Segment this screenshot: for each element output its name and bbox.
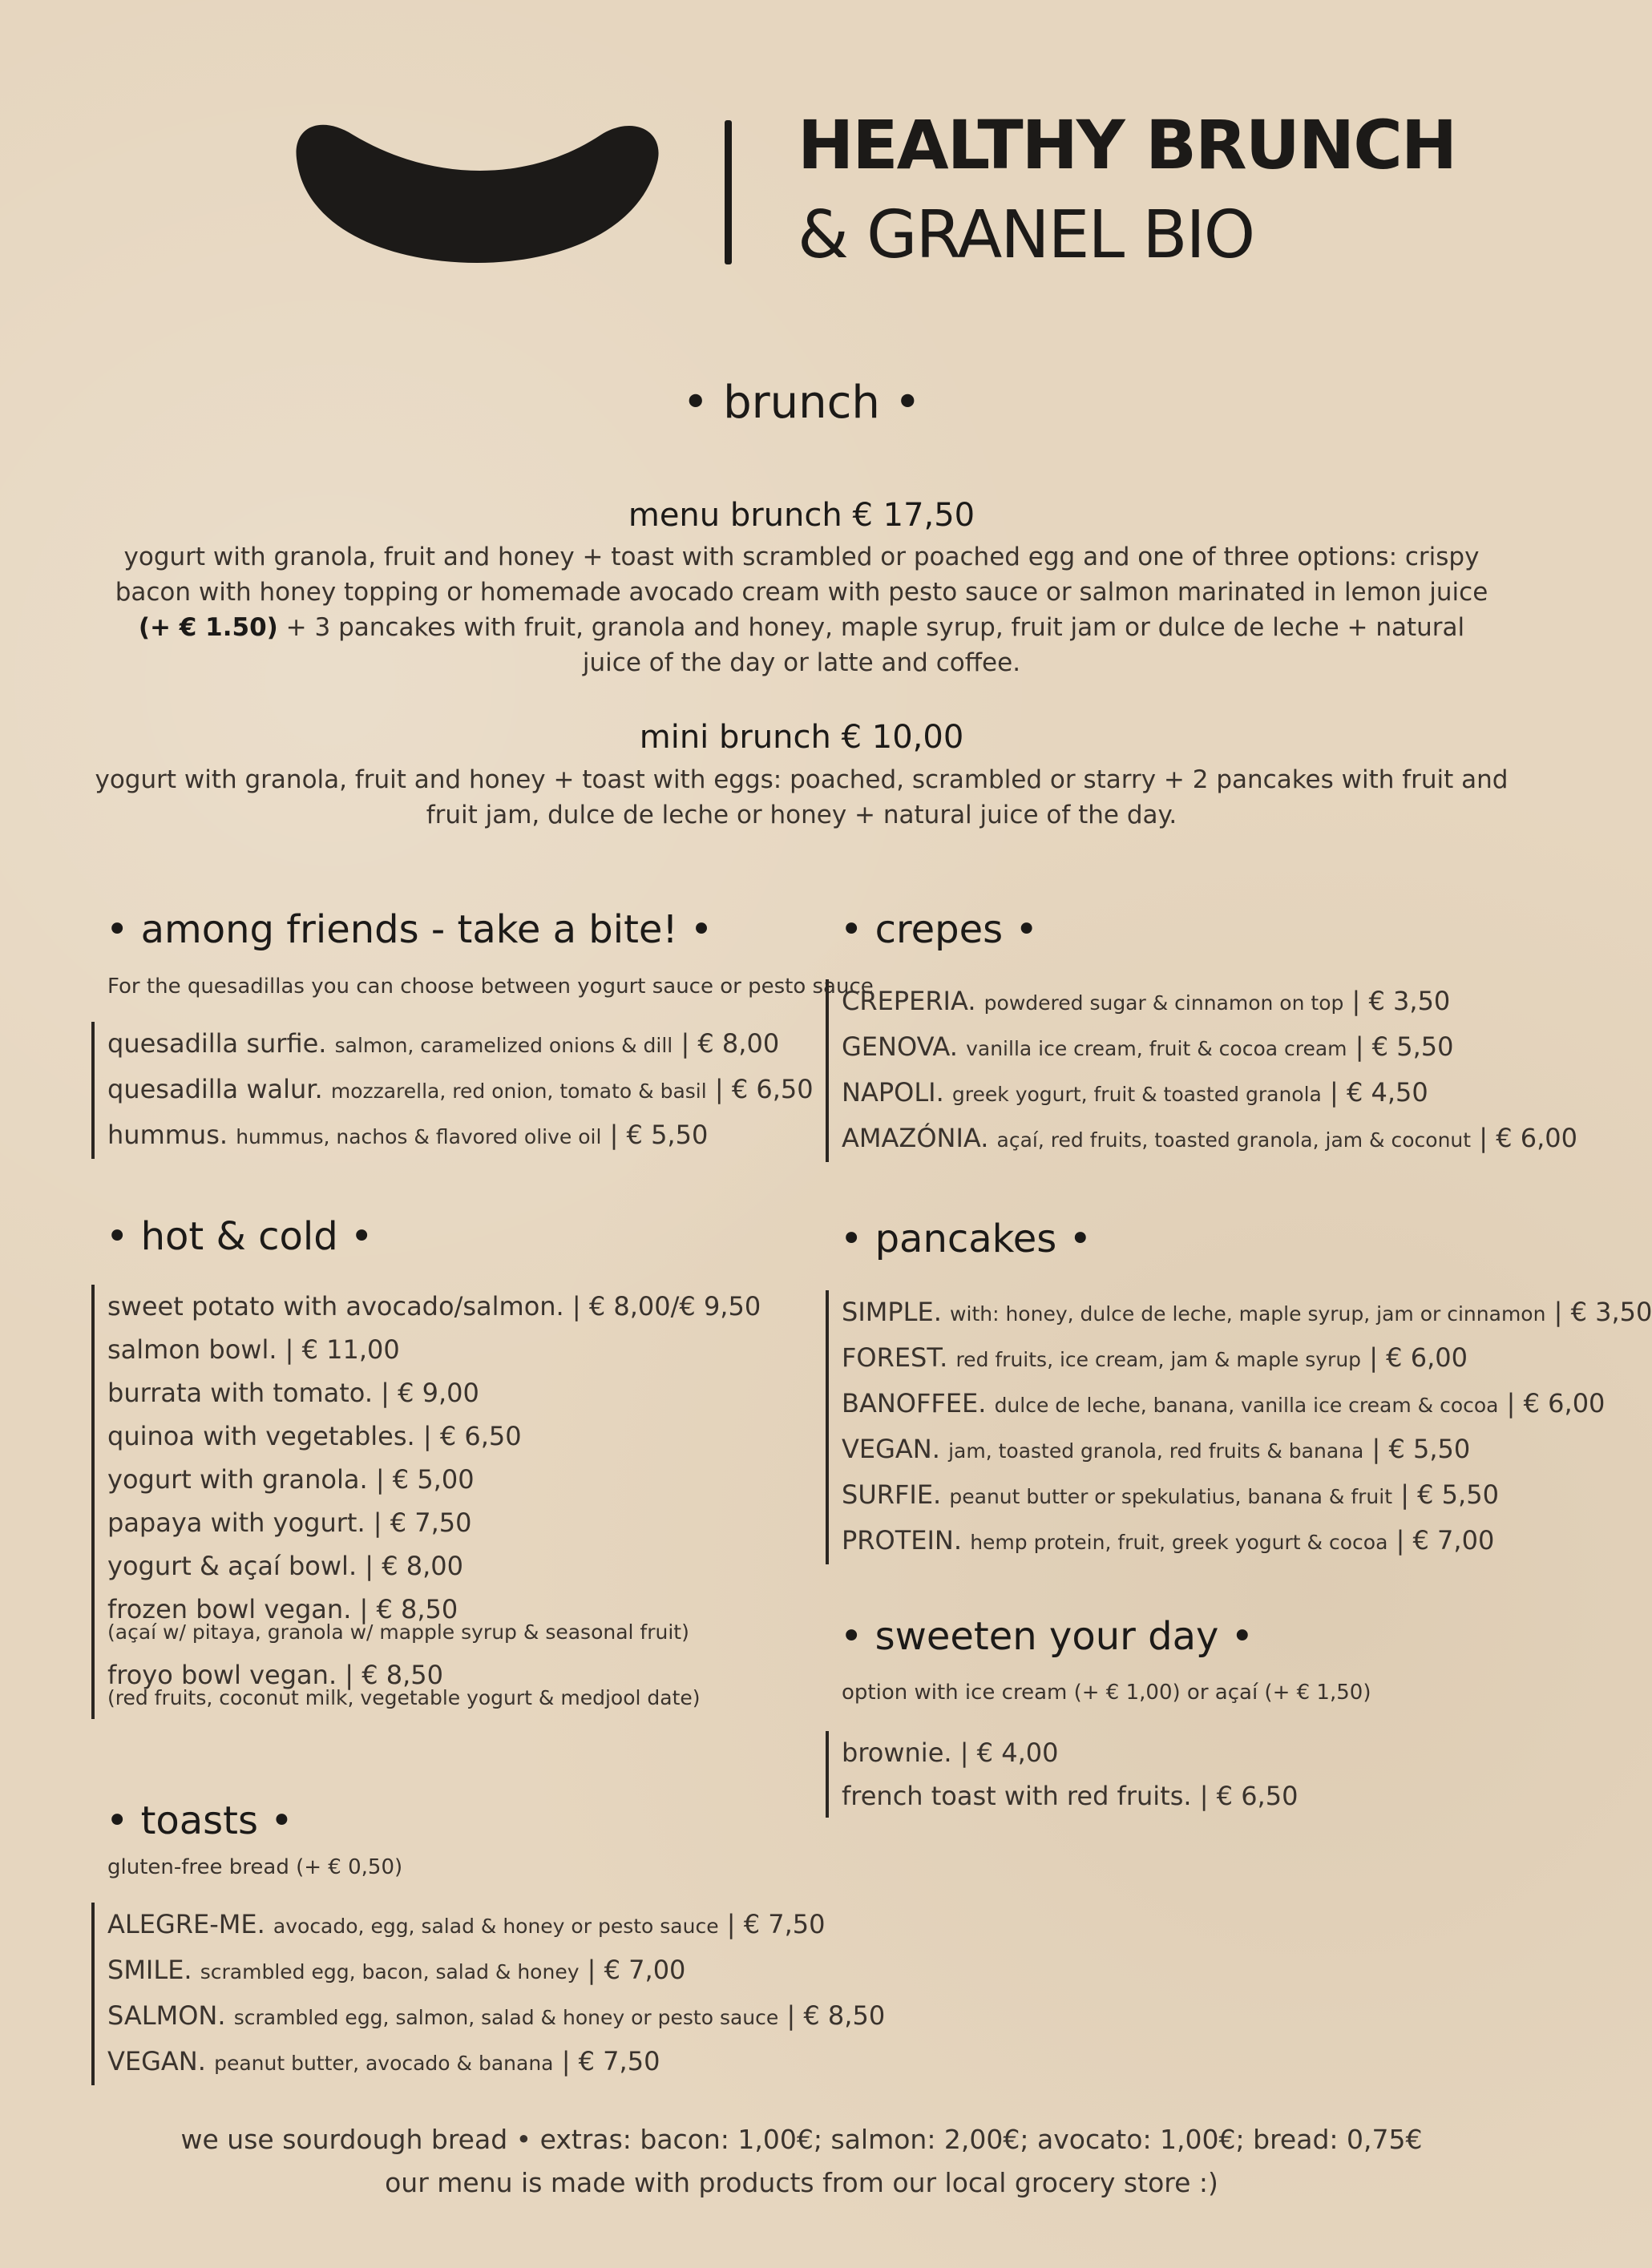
list-item: VEGAN. peanut butter, avocado & banana | € 7,50 [107, 2046, 660, 2076]
list-item: GENOVA. vanilla ice cream, fruit & cocoa cream | € 5,50 [842, 1031, 1454, 1062]
section-title-sweeten-your-day: • sweeten your day • [840, 1614, 1254, 1659]
header-divider [725, 120, 732, 264]
list-item: FOREST. red fruits, ice cream, jam & maple syrup | € 6,00 [842, 1342, 1468, 1373]
smile-arc-logo-icon [289, 119, 665, 271]
list-item: sweet potato with avocado/salmon. | € 8,00/€ 9,50 [107, 1291, 761, 1322]
list-item: SALMON. scrambled egg, salmon, salad & honey or pesto sauce | € 8,50 [107, 2000, 886, 2031]
list-item: VEGAN. jam, toasted granola, red fruits & banana | € 5,50 [842, 1434, 1471, 1464]
section-title-crepes: • crepes • [840, 907, 1038, 952]
list-item: SMILE. scrambled egg, bacon, salad & honey | € 7,00 [107, 1955, 686, 1985]
list-item: ALEGRE-ME. avocado, egg, salad & honey or pesto sauce | € 7,50 [107, 1909, 826, 1939]
list-item: AMAZÓNIA. açaí, red fruits, toasted granola, jam & coconut | € 6,00 [842, 1123, 1577, 1153]
list-item: SIMPLE. with: honey, dulce de leche, maple syrup, jam or cinnamon | € 3,50 [842, 1297, 1652, 1327]
toasts-list [91, 1903, 885, 2085]
sweeten-list [826, 1731, 1298, 1818]
mini-brunch-description: yogurt with granola, fruit and honey + toast with eggs: poached, scrambled or starry + 2 pancakes with fruit and fruit jam, dulce de leche or honey + natural juice of the day. [95, 765, 1509, 829]
pancakes-list [826, 1290, 1652, 1564]
list-item: PROTEIN. hemp protein, fruit, greek yogurt & cocoa | € 7,00 [842, 1525, 1495, 1556]
menu-brunch-description: yogurt with granola, fruit and honey + toast with scrambled or poached egg and one of three options: crispy bacon with honey topping or homemade avocado cream with pesto sauce or salmon marinated in lemon juice (+ € 1.50) + 3 pancakes with fruit, granola and honey, maple syrup, fruit jam or dulce de leche + natural juice of the day or latte and coffee. [115, 543, 1488, 677]
hot-cold-list [91, 1285, 761, 1719]
list-item: CREPERIA. powdered sugar & cinnamon on top | € 3,50 [842, 986, 1451, 1016]
gluten-free-note: gluten-free bread (+ € 0,50) [107, 1855, 403, 1879]
menu-brunch-title: menu brunch € 17,50 [628, 497, 975, 534]
list-item: burrata with tomato. | € 9,00 [107, 1378, 479, 1408]
list-item: SURFIE. peanut butter or spekulatius, banana & fruit | € 5,50 [842, 1479, 1499, 1510]
brunch-title: • brunch • [682, 377, 921, 429]
list-item-detail: (açaí w/ pitaya, granola w/ mapple syrup & seasonal fruit) [107, 1620, 689, 1644]
list-item: french toast with red fruits. | € 6,50 [842, 1781, 1299, 1811]
mini-brunch-title: mini brunch € 10,00 [639, 719, 964, 756]
footer-extras: we use sourdough bread • extras: bacon: 1,00€; salmon: 2,00€; avocato: 1,00€; bread: 0,75€ [180, 2124, 1423, 2155]
sweeten-note: option with ice cream (+ € 1,00) or açaí (+ € 1,50) [842, 1681, 1371, 1705]
list-item: papaya with yogurt. | € 7,50 [107, 1507, 472, 1538]
section-title-pancakes: • pancakes • [840, 1217, 1092, 1261]
list-item: yogurt with granola. | € 5,00 [107, 1464, 475, 1495]
brand-subtitle: & GRANEL BIO [798, 197, 1254, 273]
list-item: salmon bowl. | € 11,00 [107, 1334, 400, 1365]
list-item: NAPOLI. greek yogurt, fruit & toasted granola | € 4,50 [842, 1077, 1428, 1108]
list-item: froyo bowl vegan. | € 8,50 [107, 1660, 444, 1690]
list-item: quesadilla walur. mozzarella, red onion, tomato & basil | € 6,50 [107, 1074, 814, 1104]
list-item: hummus. hummus, nachos & flavored olive oil | € 5,50 [107, 1120, 709, 1150]
list-item: yogurt & açaí bowl. | € 8,00 [107, 1551, 464, 1581]
list-item: frozen bowl vegan. | € 8,50 [107, 1594, 458, 1624]
list-item: BANOFFEE. dulce de leche, banana, vanilla ice cream & cocoa | € 6,00 [842, 1388, 1606, 1419]
brand-title: HEALTHY BRUNCH [798, 106, 1456, 184]
section-title-toasts: • toasts • [106, 1798, 293, 1843]
footer-local-note: our menu is made with products from our local grocery store :) [385, 2167, 1218, 2198]
section-title-hot-cold: • hot & cold • [106, 1214, 374, 1259]
section-title-among-friends: • among friends - take a bite! • [106, 907, 713, 952]
quesadilla-note: For the quesadillas you can choose between yogurt sauce or pesto sauce [107, 975, 874, 999]
list-item: brownie. | € 4,00 [842, 1737, 1059, 1768]
among-friends-list [91, 1022, 814, 1159]
crepes-list [826, 979, 1577, 1162]
list-item-detail: (red fruits, coconut milk, vegetable yogurt & medjool date) [107, 1686, 701, 1709]
list-item: quinoa with vegetables. | € 6,50 [107, 1421, 522, 1451]
list-item: quesadilla surfie. salmon, caramelized onions & dill | € 8,00 [107, 1028, 780, 1059]
